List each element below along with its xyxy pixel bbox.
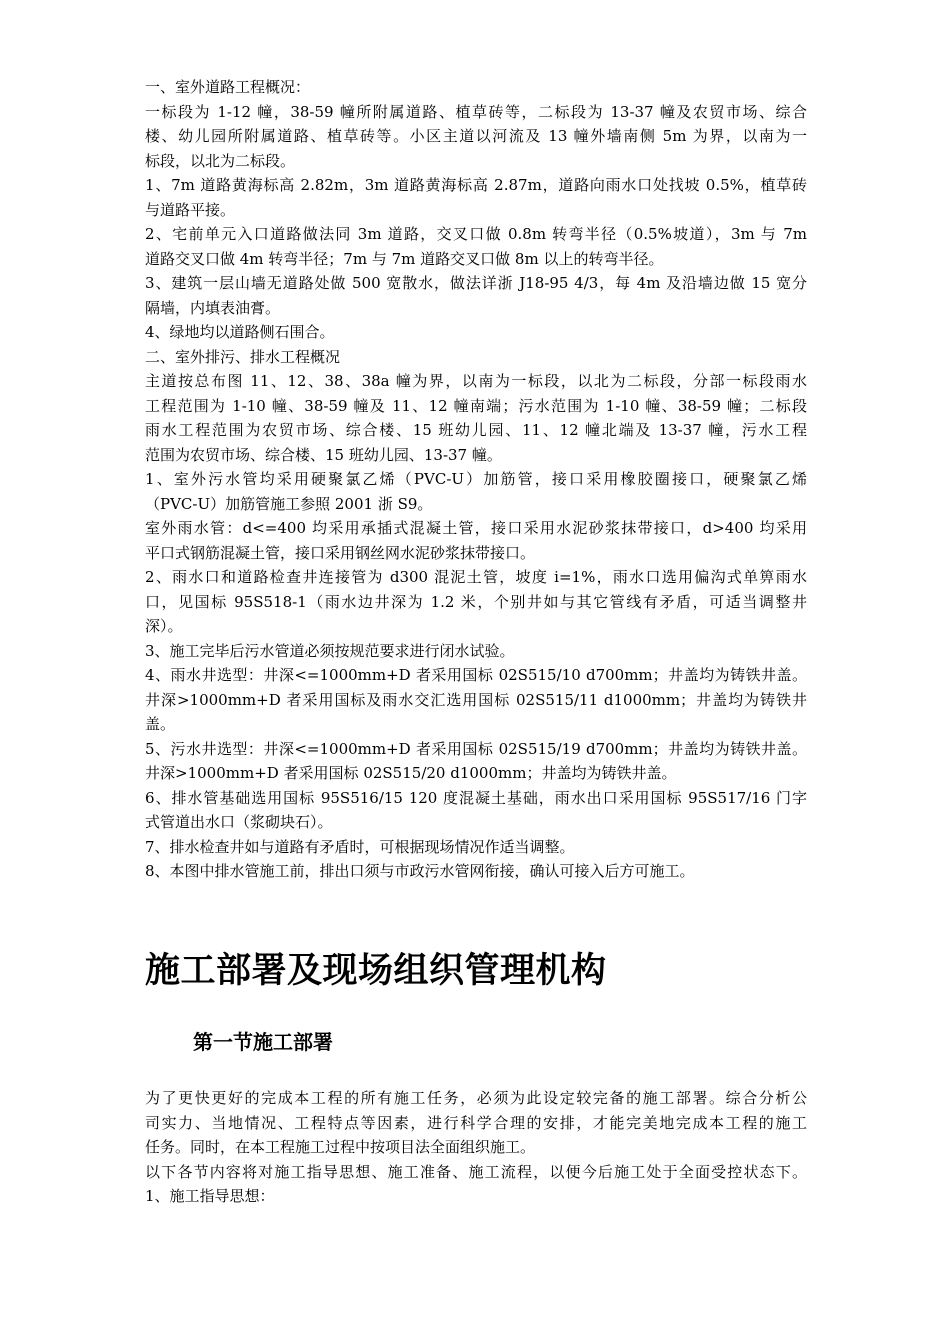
section-title: 第一节施工部署 <box>193 1030 333 1054</box>
text-line: 范围为农贸市场、综合楼、15 班幼儿园、13-37 幢。 <box>145 445 502 464</box>
text-line: 井深>1000mm+D 者采用国标及雨水交汇选用国标 02S515/11 d1000mm；井盖均为铸铁井 <box>145 690 807 709</box>
text-line: 7、排水检查井如与道路有矛盾时，可根据现场情况作适当调整。 <box>145 837 575 856</box>
chapter-title: 施工部署及现场组织管理机构 <box>145 951 607 991</box>
text-line: 与道路平接。 <box>145 200 236 219</box>
text-line: 4、绿地均以道路侧石围合。 <box>145 323 335 341</box>
text-line: 一、室外道路工程概况： <box>145 78 311 96</box>
text-line: 深）。 <box>145 617 183 635</box>
text-line: 为了更快更好的完成本工程的所有施工任务，必须为此设定较完备的施工部署。综合分析公 <box>145 1089 807 1107</box>
text-line: 任务。同时，在本工程施工过程中按项目法全面组织施工。 <box>145 1138 536 1156</box>
text-line: 井深>1000mm+D 者采用国标 02S515/20 d1000mm；井盖均为铸铁井盖。 <box>145 764 677 782</box>
text-line: 楼、幼儿园所附属道路、植草砖等。小区主道以河流及 13 幢外墙南侧 5m 为界，以南为一 <box>145 127 807 145</box>
text-line: 式管道出水口（浆砌块石）。 <box>145 813 333 831</box>
text-line: 1、7m 道路黄海标高 2.82m，3m 道路黄海标高 2.87m，道路向雨水口处找坡 0.5%，植草砖 <box>145 176 807 194</box>
text-line: 雨水工程范围为农贸市场、综合楼、15 班幼儿园、11、12 幢北端及 13-37 幢，污水工程 <box>145 421 807 439</box>
text-line: 6、排水管基础选用国标 95S516/15 120 度混凝土基础，雨水出口采用国标 95S517/16 门字 <box>145 788 807 807</box>
text-line: 主道按总布图 11、12、38、38a 幢为界，以南为一标段，以北为二标段，分部一标段雨水 <box>145 372 807 390</box>
text-line: 8、本图中排水管施工前，排出口须与市政污水管网衔接，确认可接入后方可施工。 <box>145 862 695 880</box>
text-line: 以下各节内容将对施工指导思想、施工准备、施工流程，以便今后施工处于全面受控状态下。 <box>145 1162 807 1181</box>
text-line: 3、建筑一层山墙无道路处做 500 宽散水，做法详浙 J18-95 4/3，每 4m 及沿墙边做 15 宽分 <box>145 274 807 292</box>
text-line: 5、污水井选型：井深<=1000mm+D 者采用国标 02S515/19 d700mm；井盖均为铸铁井盖。 <box>145 739 807 758</box>
text-line: 室外雨水管：d<=400 均采用承插式混凝土管，接口采用水泥砂浆抹带接口，d>400 均采用 <box>145 519 807 537</box>
text-line: 司实力、当地情况、工程特点等因素，进行科学合理的安排，才能完美地完成本工程的施工 <box>145 1113 807 1132</box>
text-line: 道路交叉口做 4m 转弯半径；7m 与 7m 道路交叉口做 8m 以上的转弯半径。 <box>145 249 664 268</box>
text-line: 平口式钢筋混凝土管，接口采用钢丝网水泥砂浆抹带接口。 <box>145 543 536 562</box>
text-line: 1、室外污水管均采用硬聚氯乙烯（PVC-U）加筋管，接口采用橡胶圈接口，硬聚氯乙烯 <box>145 470 807 488</box>
text-line: 隔墙，内填表油膏。 <box>145 298 281 317</box>
text-line: 一标段为 1-12 幢，38-59 幢所附属道路、植草砖等，二标段为 13-37 幢及农贸市场、综合 <box>145 102 807 121</box>
construction-deployment-text <box>145 1086 807 1209</box>
text-line: 1、施工指导思想： <box>145 1187 275 1205</box>
text-line: 盖。 <box>145 715 176 733</box>
text-line: 二、室外排污、排水工程概况 <box>145 347 341 366</box>
text-line: 3、施工完毕后污水管道必须按规范要求进行闭水试验。 <box>145 641 515 660</box>
text-line: 工程范围为 1-10 幢、38-59 幢及 11、12 幢南端；污水范围为 1-10 幢、38-59 幢；二标段 <box>145 396 807 415</box>
text-line: 2、宅前单元入口道路做法同 3m 道路，交叉口做 0.8m 转弯半径（0.5%坡道），3m 与 7m <box>145 225 807 243</box>
text-line: （PVC-U）加筋管施工参照 2001 浙 S9。 <box>145 494 433 513</box>
project-overview-text <box>145 75 807 884</box>
text-line: 2、雨水口和道路检查井连接管为 d300 混泥土管，坡度 i=1%，雨水口选用偏沟式单箅雨水 <box>145 568 807 586</box>
text-line: 口，见国标 95S518-1（雨水边井深为 1.2 米，个别井如与其它管线有矛盾，可适当调整井 <box>145 592 807 611</box>
text-line: 标段，以北为二标段。 <box>145 151 296 170</box>
text-line: 4、雨水井选型：井深<=1000mm+D 者采用国标 02S515/10 d700mm；井盖均为铸铁井盖。 <box>145 666 807 684</box>
